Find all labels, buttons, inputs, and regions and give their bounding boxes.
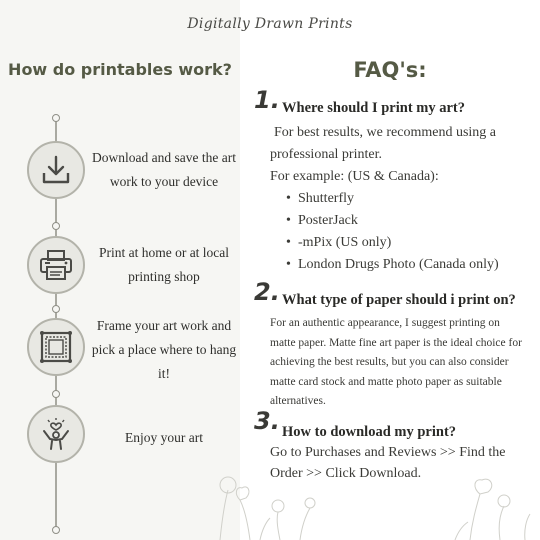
faq-2-number: 2. [254,278,280,306]
faq-1-answer-intro-1: For best results, we recommend using a [274,125,497,140]
timeline-dot [52,305,60,313]
step-3-badge [27,318,85,376]
step-2-badge [27,236,85,294]
faq-title: FAQ's: [353,58,427,82]
printer-list-item: • -mPix (US only) [286,232,532,254]
faq-2-answer: For an authentic appearance, I suggest printing on matte paper. Matte fine art paper is the ideal choice for achieving the best results, but you can also consider matte card stock and matte photo paper as suitable alternatives. [270,317,522,407]
timeline-dot [52,222,60,230]
faq-1-answer [270,122,532,276]
faq-1-number: 1. [254,86,280,114]
poppy-illustration [440,470,540,540]
step-1-text: Download and save the art work to your device [92,150,236,189]
timeline-dot [52,114,60,122]
printer-list-item: • PosterJack [286,210,532,232]
faq-3-answer: Go to Purchases and Reviews >> Find the Order >> Click Download. [270,445,506,481]
faq-1-question: Where should I print my art? [282,100,466,116]
faq-1-answer-intro-2: professional printer. [270,147,382,162]
timeline-dot [52,526,60,534]
download-icon [39,153,73,187]
frame-icon [39,330,73,364]
step-2-text: Print at home or at local printing shop [98,245,230,284]
person-heart-icon [38,416,74,452]
printer-list [286,188,532,276]
faq-3-number: 3. [254,407,280,435]
step-4-badge [27,405,85,463]
timeline-dot [52,390,60,398]
step-4-text: Enjoy your art [125,430,203,445]
step-3-text: Frame your art work and pick a place where to hang it! [91,318,237,381]
how-it-works-title: How do printables work? [8,60,232,79]
faq-1-example: For example: (US & Canada): [270,169,439,184]
faq-2-question: What type of paper should i print on? [282,292,516,308]
printer-list-item: • London Drugs Photo (Canada only) [286,254,532,276]
printer-list-item: • Shutterfly [286,188,532,210]
poppy-illustration [200,470,320,540]
printer-icon [38,248,74,282]
step-1-badge [27,141,85,199]
faq-3-question: How to download my print? [282,424,457,440]
brand-logo-text: Digitally Drawn Prints [187,16,353,32]
